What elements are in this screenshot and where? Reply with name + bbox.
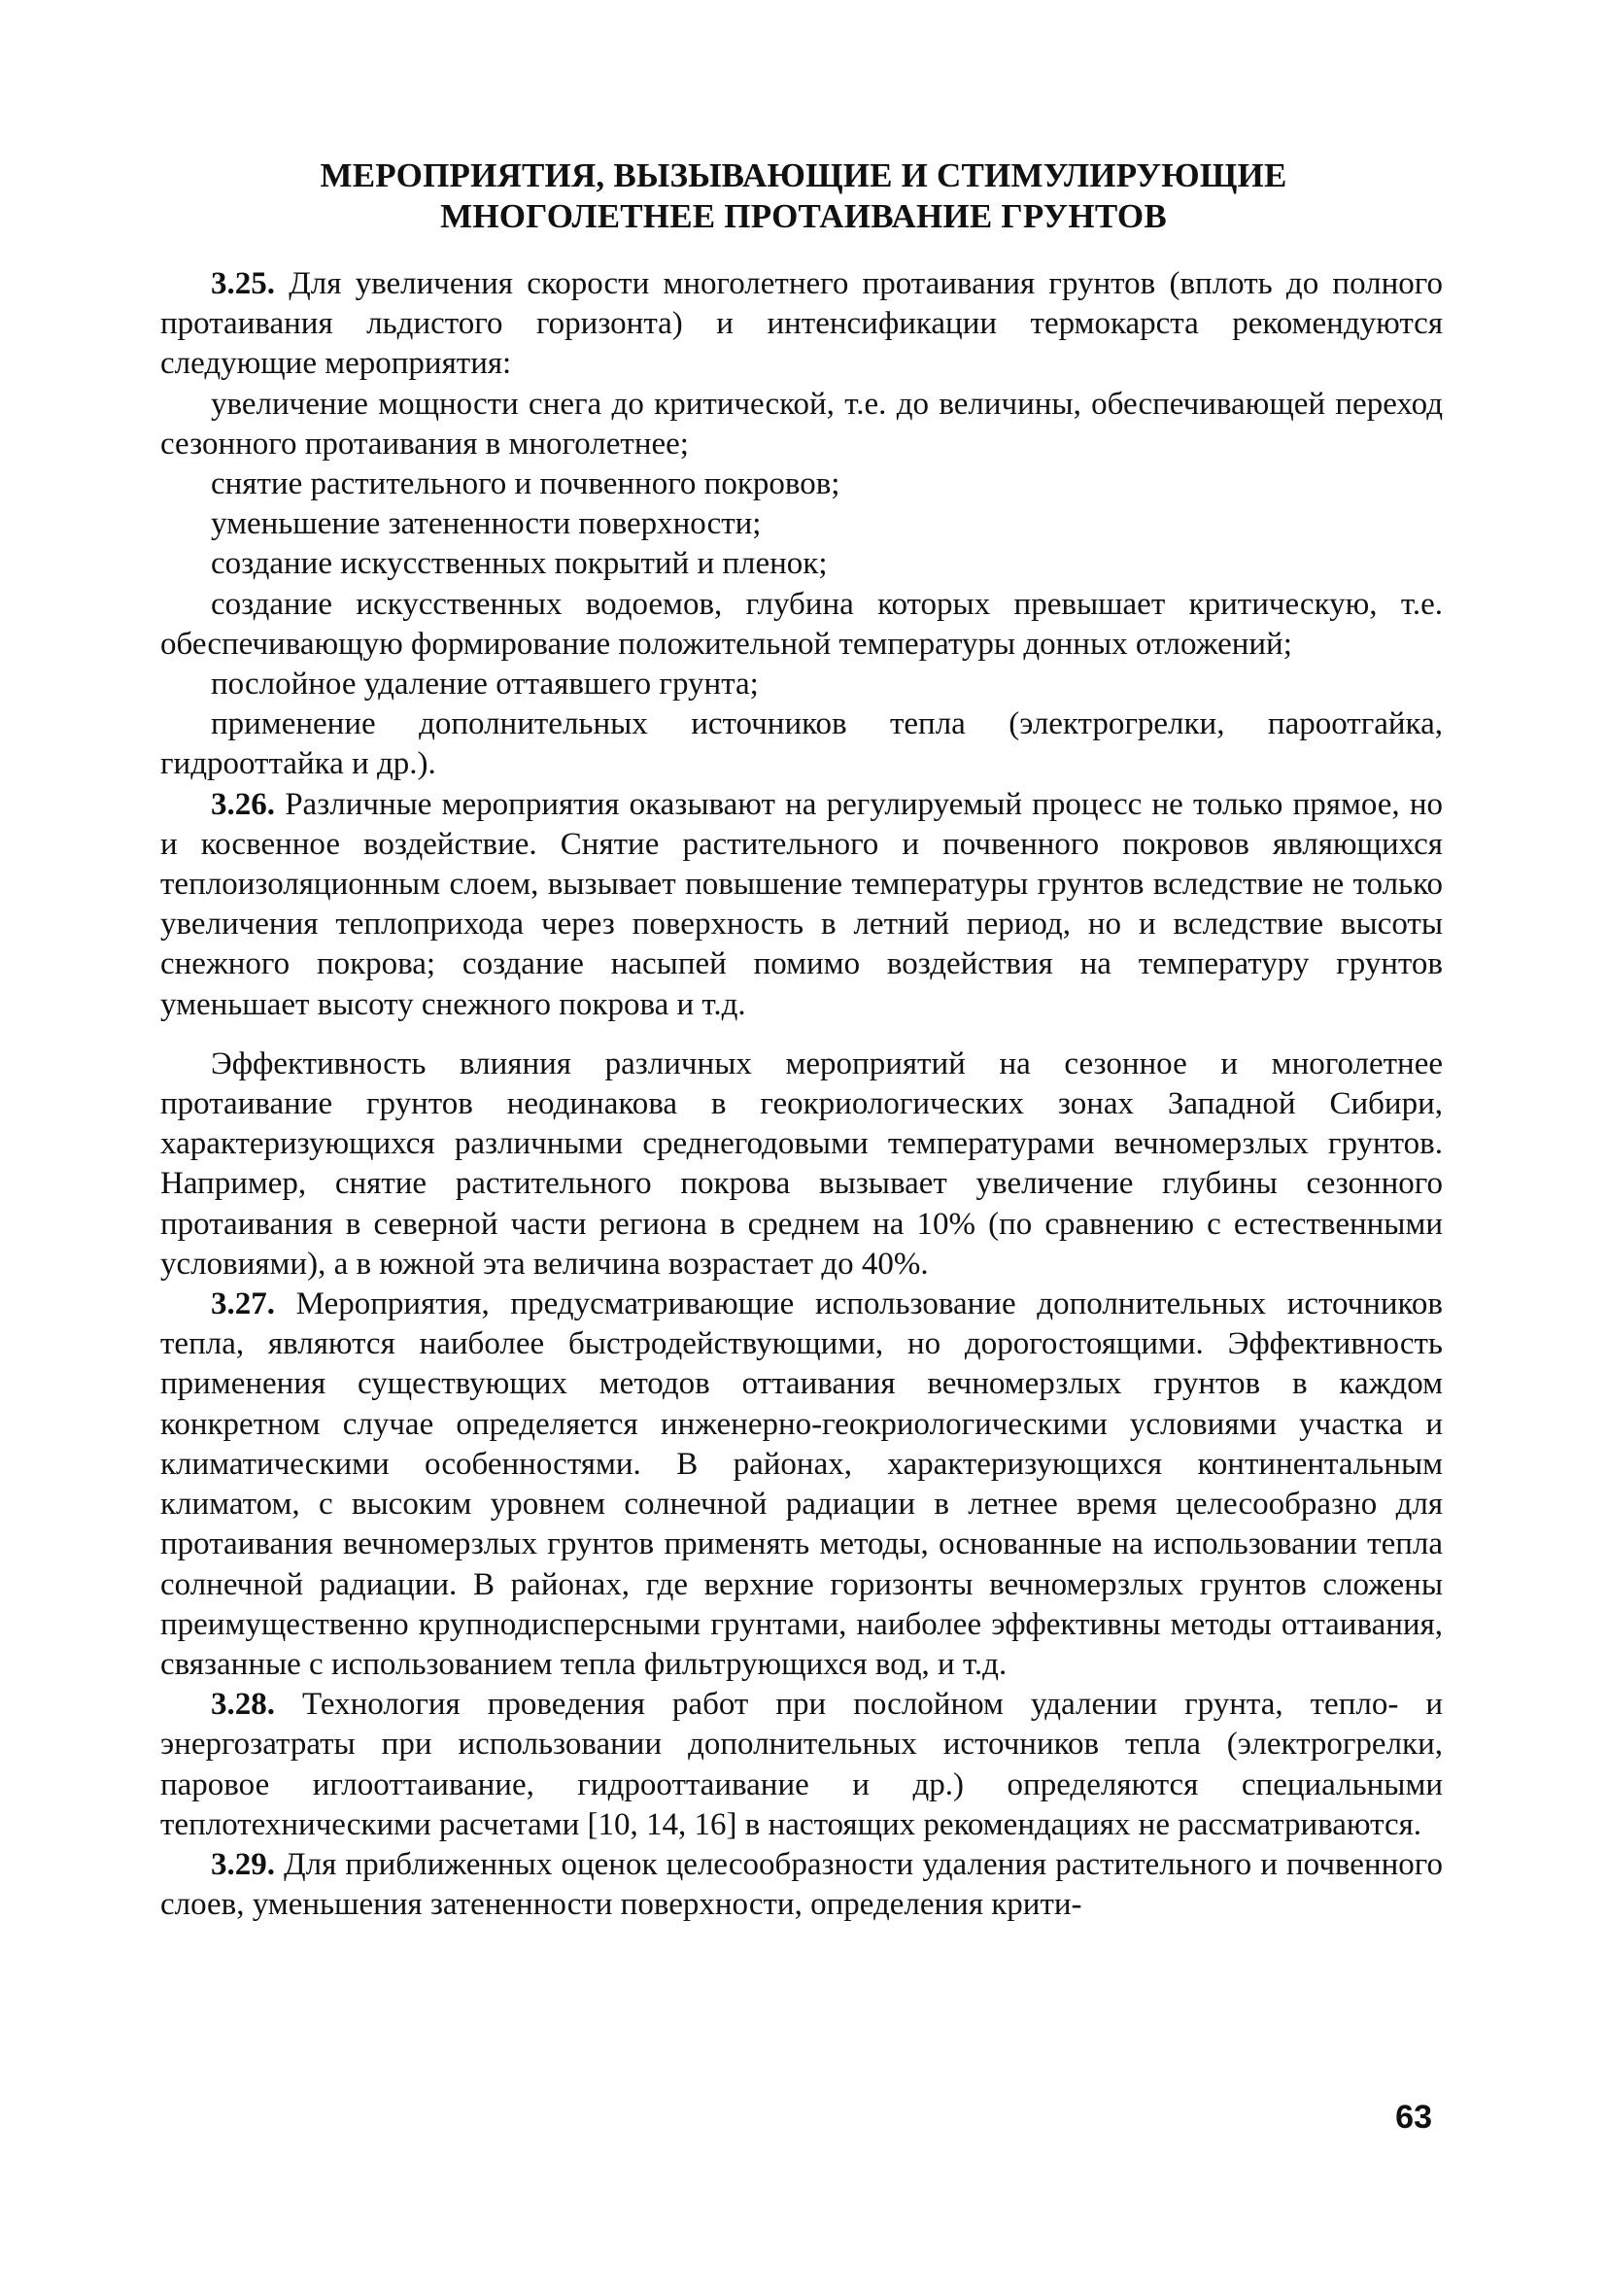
paragraph-text: создание искусственных водоемов, глубина которых превышает критическую, т.е. обеспечивающую формирование положительной температуры донных отложений; — [160, 586, 1443, 662]
paragraph-text: снятие растительного и почвенного покровов; — [211, 466, 840, 502]
paragraph-text: Для приближенных оценок целесообразности удаления растительного и почвенного слоев, уменьшения затененности поверхности, определения крити- — [160, 1846, 1443, 1923]
list-item-reservoirs — [160, 585, 1443, 665]
paragraph-3-25 — [160, 264, 1443, 385]
paragraph-3-27 — [160, 1285, 1443, 1685]
paragraph-3-26 — [160, 785, 1443, 1025]
section-title-line-1: МЕРОПРИЯТИЯ, ВЫЗЫВАЮЩИЕ И СТИМУЛИРУЮЩИЕ — [320, 156, 1287, 194]
paragraph-number: 3.29. — [211, 1846, 275, 1882]
paragraph-number: 3.25. — [211, 266, 275, 301]
paragraph-3-29 — [160, 1845, 1443, 1925]
paragraph-text: послойное удаление оттаявшего грунта; — [211, 667, 759, 703]
paragraph-text: уменьшение затененности поверхности; — [211, 506, 762, 542]
body-text — [160, 264, 1443, 1925]
paragraph-text: увеличение мощности снега до критической, т.е. до величины, обеспечивающей переход сезонного протаивания в многолетнее; — [160, 386, 1443, 462]
paragraph-3-28 — [160, 1685, 1443, 1845]
paragraph-efficiency — [160, 1045, 1443, 1285]
paragraph-text: Мероприятия, предусматривающие использование дополнительных источников тепла, являются наиболее быстродействующими, но дорогостоящими. Эффективность применения существующих методов оттаивания вечномерзлых грунтов в каждом конкретном случае определяется инженерно-геокриологическими условиями участка и климатическими особенностями. В районах, характеризующихся континентальным климатом, с высоким уровнем солнечной радиации в летнее время целесообразно для протаивания вечномерзлых грунтов применять методы, основанные на использовании тепла солнечной радиации. В районах, где верхние горизонты вечномерзлых грунтов сложены преимущественно крупнодисперсными грунтами, наиболее эффективны методы оттаивания, связанные с использованием тепла фильтрующихся вод, и т.д. — [160, 1286, 1443, 1682]
list-item-coverings — [160, 544, 1443, 584]
page-number: 63 — [1395, 2099, 1432, 2136]
paragraph-text: Различные мероприятия оказывают на регулируемый процесс не только прямое, но и косвенное воздействие. Снятие растительного и почвенного покровов являющихся теплоизоляционным слоем, вызывает повышение температуры грунтов вследствие не только увеличения теплоприхода через поверхность в летний период, но и вследствие высоты снежного покрова; создание насыпей помимо воздействия на температуру грунтов уменьшает высоту снежного покрова и т.д. — [160, 786, 1443, 1022]
list-item-shading — [160, 504, 1443, 544]
paragraph-text: применение дополнительных источников тепла (электрогрелки, пароотгайка, гидрооттайка и др.). — [160, 706, 1443, 782]
paragraph-text: создание искусственных покрытий и пленок; — [211, 546, 828, 582]
list-item-snow — [160, 385, 1443, 464]
paragraph-text: Эффективность влияния различных мероприятий на сезонное и многолетнее протаивание грунтов неодинакова в геокриологических зонах Западной Сибири, характеризующихся различными среднегодовыми температурами вечномерзлых грунтов. Например, снятие растительного покрова вызывает увеличение глубины сезонного протаивания в северной части региона в среднем на 10% (по сравнению с естественными условиями), а в южной эта величина возрастает до 40%. — [160, 1045, 1443, 1282]
paragraph-number: 3.26. — [211, 786, 275, 822]
paragraph-text: Для увеличения скорости многолетнего протаивания грунтов (вплоть до полного протаивания льдистого горизонта) и интенсификации термокарста рекомендуются следующие мероприятия: — [160, 266, 1443, 382]
paragraph-number: 3.28. — [211, 1687, 275, 1723]
list-item-layer-removal — [160, 665, 1443, 704]
paragraph-number: 3.27. — [211, 1286, 275, 1322]
paragraph-text: Технология проведения работ при послойном удалении грунта, тепло- и энергозатраты при использовании дополнительных источников тепла (электрогрелки, паровое иглооттаивание, гидрооттаивание и др.) определяются специальными теплотехническими расчетами [10, 14, 16] в настоящих рекомендациях не рассматриваются. — [160, 1687, 1443, 1842]
list-item-vegetation — [160, 464, 1443, 504]
list-item-heat-sources — [160, 704, 1443, 784]
section-title-line-2: МНОГОЛЕТНЕЕ ПРОТАИВАНИЕ ГРУНТОВ — [440, 197, 1167, 235]
